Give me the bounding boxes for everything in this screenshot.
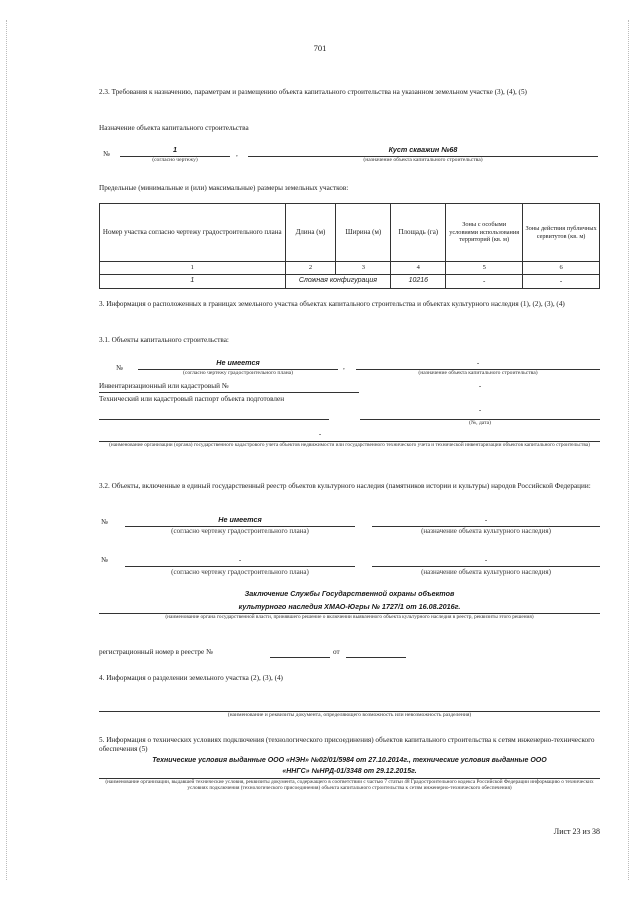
inventory-value: -	[478, 382, 482, 390]
section-3-1-title: 3.1. Объекты капитального строительства:	[99, 336, 229, 344]
heritage-object-plan-caption: (согласно чертежу градостроительного плана)	[171, 527, 309, 535]
comma-separator: ,	[236, 150, 238, 158]
passport-line	[99, 419, 329, 420]
page-number: 701	[313, 43, 327, 53]
heritage-object-2-plan-caption: (согласно чертежу градостроительного плана)	[171, 568, 309, 576]
table-row	[100, 275, 600, 289]
inventory-line	[99, 392, 359, 393]
passport-date-caption: (№, дата)	[468, 420, 492, 426]
technical-conditions-caption: (наименование организации, выдавшей технические условия, реквизиты документа, содержащего в соответствии с частью 7 статьи 48 Градостроительного кодекса Российской Федерации информацию о технических условиях подключения (технологического присоединения) объекта капитального строительства к сетям инженерно-технического обеспечения)	[105, 779, 594, 792]
heritage-object-2-purpose-value: -	[484, 556, 488, 564]
header-servitude-zones: Зоны действия публичных сервитутов (кв. м)	[523, 204, 600, 262]
section-3-title: 3. Информация о расположенных в границах земельного участка объектах капитального строительства и объектах культурного наследия (1), (2), (3), (4)	[99, 300, 565, 308]
header-length: Длина (м)	[285, 204, 336, 262]
col-number: 1	[100, 262, 286, 275]
conclusion-line-1: Заключение Службы Государственной охраны объектов	[244, 589, 455, 598]
heritage-object-value: Не имеется	[218, 515, 262, 524]
registry-from-label: от	[333, 648, 340, 656]
col-number: 5	[446, 262, 523, 275]
heritage-object-2-value: -	[238, 556, 242, 564]
table-header-row	[100, 204, 600, 262]
object-name-value: Куст скважин №68	[388, 145, 458, 154]
number-symbol: №	[101, 556, 108, 564]
scan-edge-right	[628, 20, 629, 880]
section-3-2-title: 3.2. Объекты, включенные в единый государственный реестр объектов культурного наследия (памятников истории и культуры) народов Российской Федерации:	[99, 482, 591, 490]
col-number: 3	[336, 262, 391, 275]
registry-label: регистрационный номер в реестре №	[99, 648, 213, 656]
org-value: -	[318, 430, 322, 438]
technical-conditions-line-1: Технические условия выданные ООО «НЭН» №02/01/5984 от 27.10.2014г., технические условия выданные ООО	[152, 757, 547, 764]
cell-dimensions: Сложная конфигурация	[285, 275, 391, 289]
conclusion-line-2: культурного наследия ХМАО-Югры № 1727/1 от 16.08.2016г.	[238, 602, 461, 611]
technical-conditions-line-2: «ННГС» №НРД-01/3348 от 29.12.2015г.	[282, 768, 417, 775]
heritage-object-purpose-caption: (назначение объекта культурного наследия)	[421, 527, 551, 535]
number-symbol: №	[101, 518, 108, 526]
org-caption: (наименование организации (органа) государственного кадастрового учета объектов недвижимости или государственного технического учета и технической инвентаризации объектов капитального строительства)	[109, 442, 590, 448]
heritage-object-2-purpose-caption: (назначение объекта культурного наследия)	[421, 568, 551, 576]
plan-number-caption: (согласно чертежу)	[152, 157, 198, 163]
registry-date-field	[346, 657, 406, 658]
cell-plot-number: 1	[100, 275, 286, 289]
number-symbol: №	[116, 364, 123, 372]
header-area: Площадь (га)	[391, 204, 446, 262]
object-name-caption: (назначение объекта капитального строительства)	[363, 157, 483, 163]
cell-servitude-zones: -	[523, 275, 600, 289]
capital-object-plan-caption: (согласно чертежу градостроительного плана)	[182, 370, 294, 376]
limits-label: Предельные (минимальные и (или) максимальные) размеры земельных участков:	[99, 184, 349, 192]
passport-label: Технический или кадастровый паспорт объекта подготовлен	[99, 395, 285, 403]
heritage-object-purpose-value: -	[484, 516, 488, 524]
col-number: 6	[523, 262, 600, 275]
table-column-number-row	[100, 262, 600, 275]
header-width: Ширина (м)	[336, 204, 391, 262]
conclusion-caption: (наименование органа государственной власти, принявшего решение о включении выявленного объекта культурного наследия в реестр, реквизиты этого решения)	[165, 614, 534, 620]
comma-separator: ,	[343, 363, 345, 371]
plan-number-value: 1	[173, 145, 177, 154]
heritage-object-2-purpose-line	[372, 566, 600, 567]
cell-special-zones: -	[446, 275, 523, 289]
registry-number-field	[270, 657, 330, 658]
land-plot-table	[99, 203, 600, 289]
capital-object-purpose-value: -	[476, 359, 480, 367]
heritage-object-2-line	[125, 566, 355, 567]
passport-value: -	[478, 406, 482, 414]
capital-object-purpose-caption: (назначение объекта капитального строительства)	[418, 370, 538, 376]
section-4-caption: (наименование и реквизиты документа, определяющего возможность или невозможность разделения)	[227, 712, 472, 718]
capital-object-value: Не имеется	[216, 358, 260, 367]
col-number: 4	[391, 262, 446, 275]
purpose-label: Назначение объекта капитального строительства	[99, 124, 249, 132]
section-4-title: 4. Информация о разделении земельного участка (2), (3), (4)	[99, 674, 283, 682]
sheet-number: Лист 23 из 38	[553, 827, 600, 836]
scan-edge-left	[6, 20, 7, 880]
inventory-label: Инвентаризационный или кадастровый №	[99, 382, 229, 390]
section-2-3-title: 2.3. Требования к назначению, параметрам и размещению объекта капитального строительства на указанном земельном участке (3), (4), (5)	[99, 88, 527, 96]
number-symbol: №	[103, 150, 110, 158]
cell-area: 10216	[391, 275, 446, 289]
header-special-zones: Зоны с особыми условиями использования территорий (кв. м)	[446, 204, 523, 262]
section-5-title: 5. Информация о технических условиях подключения (технологического присоединения) объектов капитального строительства к сетям инженерно-технического обеспечения (5)	[99, 736, 595, 753]
col-number: 2	[285, 262, 336, 275]
header-plot-number: Номер участка согласно чертежу градостроительного плана	[100, 204, 286, 262]
